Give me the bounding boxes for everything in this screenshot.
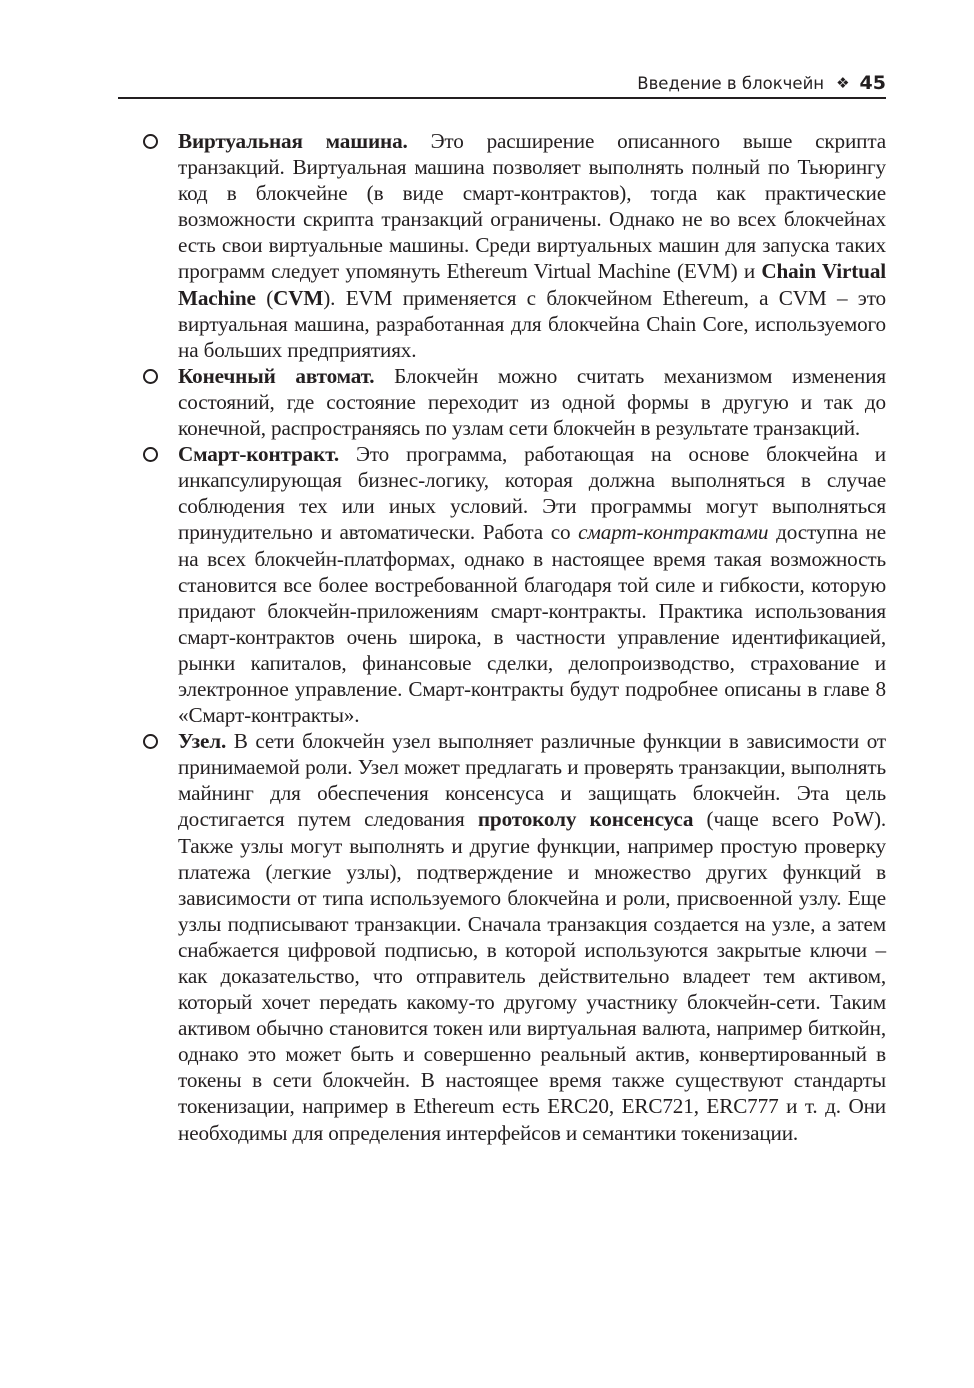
term: Виртуальная машина. [178,129,408,153]
term: Конечный автомат. [178,363,375,388]
bold-term: Chain Virtual Machine [178,259,886,310]
list-item-smart-contract: Смарт-контракт. Это программа, работающая на основе блокчейна и инкапсулирующая бизнес-логику, которая должна выполняться в случае соблюдения тех или иных условий. Эти программы могут выполняться принудительно и автоматически. Работа со смарт-контрактами доступна не на всех блокчейн-платформах, однако в настоящее время такая возможность становится все более востребованной благодаря той силе и гибкости, которую придают блокчейн-приложениям смарт-контракты. Практика использования смарт-контрактов очень широка, в частности управление идентификацией, рынки капиталов, финансовые сделки, делопроизводство, страхование и электронное управление. Смарт-контракты будут подробнее описаны в главе 8 «Смарт-контракты». [178,441,886,728]
list-item-virtual-machine: Виртуальная машина. Это расширение описанного выше скрипта транзакций. Виртуальная машина позволяет выполнять полный по Тьюрингу код в блокчейне (в виде смарт-контрактов), тогда как практические возможности скрипта транзакций ограничены. Однако не во всех блокчейнах есть свои виртуальные машины. Среди виртуальных машин для запуска таких программ следует упомянуть Ethereum Virtual Machine (EVM) и Chain Virtual Machine (CVM). EVM применяется с блокчейном Ethereum, а CVM – это виртуальная машина, разработанная для блокчейна Chain Core, используемого на больших предприятиях. [178,128,886,363]
ornament-icon: ❖ [836,73,850,92]
header-rule [118,97,886,99]
bullet-circle-icon [143,447,158,462]
bold-term: CVM [273,285,324,310]
bullet-circle-icon [143,369,158,384]
list-item-node: Узел. В сети блокчейн узел выполняет различные функции в зависимости от принимаемой роли. Узел может предлагать и проверять транзакции, выполнять майнинг для обеспечения консенсуса и защищать блокчейн. Эта цель достигается путем следования протоколу консенсуса (чаще всего PoW). Также узлы могут выполнять и другие функции, например простую проверку платежа (легкие узлы), подтверждение и множество других функций в зависимости от типа используемого блокчейна и роли, присвоенной узлу. Еще узлы подписывают транзакции. Сначала транзакция создается на узле, а затем снабжается цифровой подписью, в которой используются закрытые ключи – как доказательство, что отправитель действительно владеет тем активом, который хочет передать какому-то другому участнику блокчейн-сети. Таким активом обычно становится токен или виртуальная валюта, например биткойн, однако это может быть и совершенно реальный актив, конвертированный в токены в сети блокчейн. В настоящее время также существуют стандарты токенизации, например в Ethereum есть ERC20, ERC721, ERC777 и т. д. Они необходимы для определения интерфейсов и семантики токенизации. [178,728,886,1146]
bullet-circle-icon [143,734,158,749]
term: Смарт-контракт. [178,442,339,467]
bullet-circle-icon [143,134,158,149]
section-title: Введение в блокчейн [637,73,825,93]
running-header [118,70,886,96]
bold-term: протоколу консенсуса [477,807,694,832]
body-text [178,128,886,1146]
list-item-state-machine: Конечный автомат. Блокчейн можно считать механизмом изменения состояний, где состояние переходит из одной формы в другую и так до конечной, распространяясь по узлам сети блокчейн в результате транзакций. [178,363,886,441]
page-number: 45 [859,72,886,94]
italic-term: смарт-контрактами [578,520,769,545]
term: Узел. [178,729,227,754]
